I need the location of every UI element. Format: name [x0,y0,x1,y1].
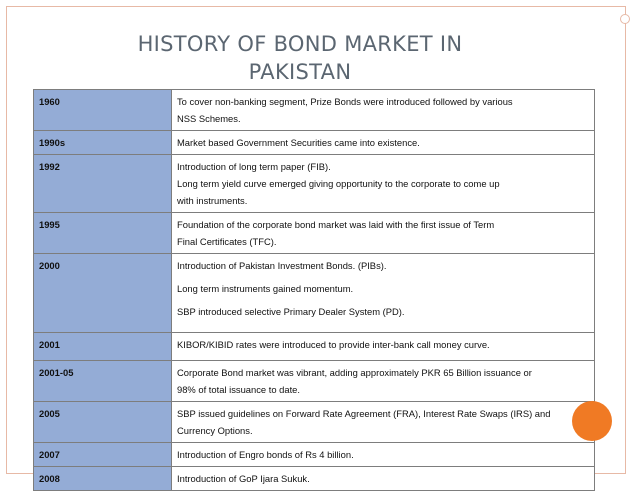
description-line: Market based Government Securities came into existence. [177,137,420,148]
table-row [34,155,595,213]
description-line: Introduction of GoP Ijara Sukuk. [177,473,310,484]
title-line-1: HISTORY OF BOND MARKET IN [137,32,463,56]
description-line: Foundation of the corporate bond market was laid with the first issue of Term [177,219,495,230]
history-table [33,89,595,491]
description-cell [172,90,595,131]
year-cell: 1990s [34,131,172,155]
slide-title [60,30,540,86]
description-line: Final Certificates (TFC). [177,236,277,247]
ring-decoration [620,14,630,24]
description-line: Long term yield curve emerged giving opportunity to the corporate to come up [177,178,500,189]
description-line: Corporate Bond market was vibrant, adding approximately PKR 65 Billion issuance or [177,367,532,378]
table-row [34,90,595,131]
description-line: with instruments. [177,195,248,206]
description-cell [172,155,595,213]
description-cell [172,213,595,254]
description-cell [172,402,595,443]
description-line: KIBOR/KIBID rates were introduced to provide inter-bank call money curve. [177,339,490,350]
description-line: NSS Schemes. [177,113,241,124]
description-cell [172,361,595,402]
description-line: Introduction of Engro bonds of Rs 4 billion. [177,449,354,460]
description-line: SBP introduced selective Primary Dealer System (PD). [177,306,405,317]
year-cell: 2001-05 [34,361,172,402]
description-line: Currency Options. [177,425,253,436]
description-line: Introduction of long term paper (FIB). [177,161,331,172]
description-cell [172,254,595,333]
year-cell: 2007 [34,443,172,467]
description-line: SBP issued guidelines on Forward Rate Agreement (FRA), Interest Rate Swaps (IRS) and [177,408,551,419]
description-cell [172,443,595,467]
year-cell: 2005 [34,402,172,443]
table-row [34,213,595,254]
orange-circle-decoration [572,401,612,441]
description-cell [172,131,595,155]
year-cell: 2001 [34,333,172,361]
table-row [34,254,595,333]
year-cell: 2008 [34,467,172,491]
table-row [34,443,595,467]
history-table-container [33,89,595,491]
table-row [34,361,595,402]
title-line-2: PAKISTAN [248,60,352,84]
table-row [34,131,595,155]
year-cell: 1995 [34,213,172,254]
table-row [34,402,595,443]
description-line: Introduction of Pakistan Investment Bonds. (PIBs). [177,260,387,271]
description-line: Long term instruments gained momentum. [177,283,354,294]
description-line: To cover non-banking segment, Prize Bonds were introduced followed by various [177,96,513,107]
year-cell: 2000 [34,254,172,333]
year-cell: 1992 [34,155,172,213]
description-cell [172,333,595,361]
year-cell: 1960 [34,90,172,131]
description-line: 98% of total issuance to date. [177,384,300,395]
table-row [34,333,595,361]
